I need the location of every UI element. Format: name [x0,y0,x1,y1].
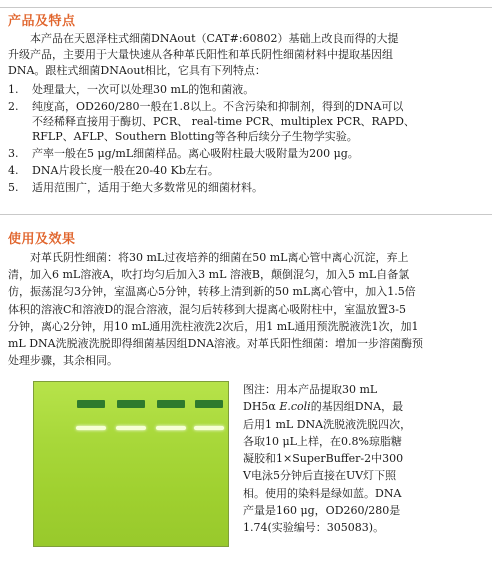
intro-paragraph [8,31,486,80]
gel-well [117,400,145,408]
feature-text: 适用范围广，适用于绝大多数常见的细菌材料。 [32,181,263,194]
usage-line: 分钟，离心2分钟，用10 mL通用洗柱液洗2次后，用1 mL通用预洗脱液洗1次，加1 [8,319,419,333]
caption-line: 产量是160 μg，OD260/280是 [243,504,401,518]
figure-caption [243,381,443,537]
intro-line: 升级产品，主要用于大量快速从各种革氏阳性和革氏阴性细菌材料中提取基因组 [8,48,393,62]
dna-band [156,426,186,430]
dna-band [116,426,146,430]
feature-text: 处理量大，一次可以处理30 mL的饱和菌液。 [32,83,255,96]
caption-line: 1.74(实验编号：305083)。 [243,521,385,535]
section-heading-usage: 使用及效果 [8,232,76,247]
usage-line: 清，加入6 mL溶液A，吹打均匀后加入3 mL 溶液B，颠倒混匀，加入5 mL自备氯 [8,268,410,282]
usage-line: 体积的溶液C和溶液D的混合溶液，混匀后转移到大提离心吸附柱中，室温放置3-5 [8,302,406,316]
feature-number: 5. [8,181,19,194]
usage-line: 处理步骤，其余相同。 [8,354,118,368]
feature-number: 3. [8,147,19,160]
gel-well [195,400,223,408]
middle-divider [0,214,492,215]
feature-item [8,99,486,144]
gel-well [157,400,185,408]
caption-line: 凝胶和1×SuperBuffer-2中300 [243,452,404,466]
gel-image [33,381,229,547]
feature-item [8,163,486,178]
usage-paragraph [8,249,486,369]
feature-number: 2. [8,100,19,113]
section-heading-features: 产品及特点 [8,14,76,29]
feature-text: 不经稀释直接用于酶切、PCR、 real-time PCR、multiplex PCR、RAPD、 [32,115,415,128]
feature-text: 纯度高，OD260/280一般在1.8以上。不含污染和抑制剂，得到的DNA可以 [32,100,404,113]
species-name: E.coli [279,400,311,414]
feature-item [8,146,486,161]
caption-line: V电泳5分钟后直接在UV灯下照 [243,469,397,483]
feature-item [8,180,486,195]
feature-text: 产率一般在5 μg/mL细菌样品。离心吸附柱最大吸附量为200 μg。 [32,147,359,160]
intro-line: DNA。跟柱式细菌DNAout相比，它具有下列特点： [8,64,266,78]
usage-line: 对革氏阴性细菌：将30 mL过夜培养的细菌在50 mL离心管中离心沉淀，弃上 [8,251,409,264]
usage-line: mL DNA洗脱液洗脱即得细菌基因组DNA溶液。对革氏阳性细菌：增加一步溶菌酶预 [8,337,424,351]
caption-line: 后用1 mL DNA洗脱液洗脱四次， [243,417,412,431]
feature-number: 1. [8,83,19,96]
feature-item [8,82,486,97]
feature-list [8,82,486,195]
dna-band [194,426,224,430]
top-divider [0,7,492,8]
gel-well [77,400,105,408]
dna-band [76,426,106,430]
feature-text: RFLP、AFLP、Southern Blotting等各种后续分子生物学实验。 [32,130,358,143]
caption-line: 图注：用本产品提取30 mL [243,383,378,396]
caption-line: 各取10 μL上样，在0.8%琼脂糖 [243,434,402,448]
caption-line: DH5α E.coli的基因组DNA，最 [243,400,404,414]
intro-line: 本产品在天恩泽柱式细菌DNAout（CAT#:60802）基础上改良而得的大提 [8,32,399,45]
caption-line: 相。使用的染料是绿如蓝。DNA [243,486,402,500]
feature-number: 4. [8,164,19,177]
feature-text: DNA片段长度一般在20-40 Kb左右。 [32,164,219,177]
usage-line: 仿，振荡混匀3分钟，室温离心5分钟，转移上清到新的50 mL离心管中，加入1.5倍 [8,285,416,299]
